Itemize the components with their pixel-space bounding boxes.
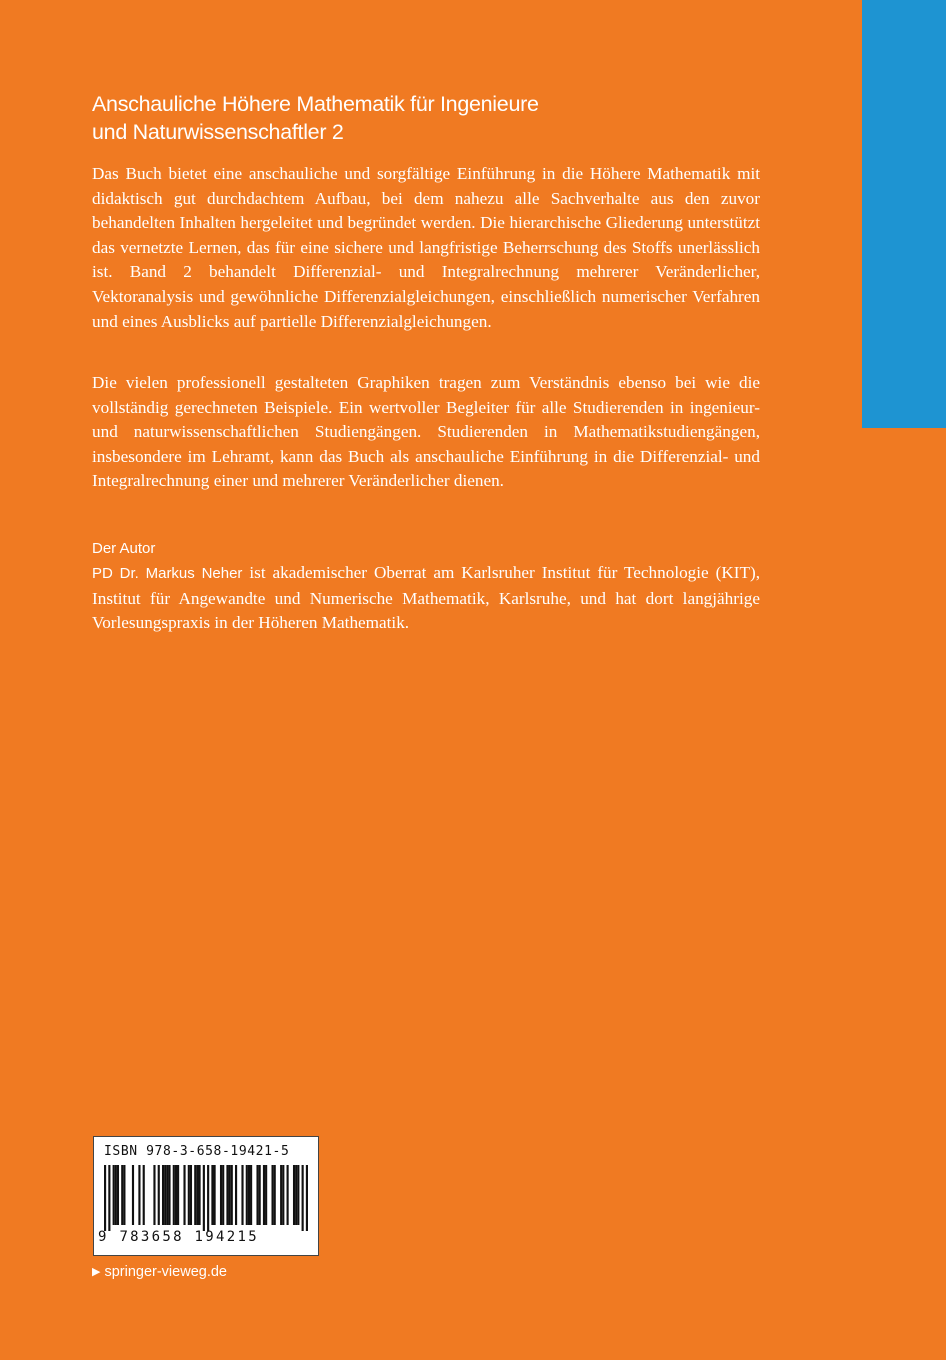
barcode-bar xyxy=(108,1165,110,1231)
barcode-bar xyxy=(177,1165,179,1225)
publisher-website[interactable] xyxy=(92,1264,227,1280)
barcode-bar xyxy=(293,1165,295,1225)
barcode-bar xyxy=(211,1165,213,1225)
title-line-2: und Naturwissenschaftler 2 xyxy=(92,120,344,145)
barcode-bar xyxy=(168,1165,170,1225)
author-heading: Der Autor xyxy=(92,540,156,557)
barcode-bar xyxy=(297,1165,299,1225)
barcode-bars xyxy=(104,1165,308,1231)
barcode-digits: 9 783658 194215 xyxy=(98,1229,259,1245)
barcode-bar xyxy=(248,1165,250,1225)
barcode-bar xyxy=(190,1165,192,1225)
barcode-bar xyxy=(302,1165,304,1231)
barcode-bar xyxy=(173,1165,175,1225)
barcode-bar xyxy=(196,1165,198,1225)
barcode-bar xyxy=(158,1165,160,1225)
barcode-bar xyxy=(282,1165,284,1225)
barcode-bar xyxy=(132,1165,134,1225)
barcode-bar xyxy=(153,1165,155,1225)
barcode-bar xyxy=(123,1165,125,1225)
barcode-bar xyxy=(115,1165,117,1225)
description-paragraph-2: Die vielen professionell gestalteten Graphiken tragen zum Verständnis ebenso bei wie die vollständig gerechneten Beispiele. Ein wertvoller Begleiter für alle Studierenden in ingenieur- und naturwissenschaftlichen Studiengängen. Studierenden in Mathematikstudiengängen, insbesondere im Lehramt, kann das Buch als anschauliche Einführung in die Differenzial- und Integralrechnung einer und mehrerer Veränderlicher dienen. xyxy=(92,373,760,491)
barcode-bar xyxy=(194,1165,196,1225)
barcode-bar xyxy=(295,1165,297,1225)
barcode-bar xyxy=(306,1165,308,1231)
barcode-bar xyxy=(162,1165,164,1225)
barcode-bar xyxy=(203,1165,205,1231)
description-paragraph-1: Das Buch bietet eine anschauliche und sorgfältige Einführung in die Höhere Mathematik mit didaktisch gut durchdachtem Aufbau, bei dem nahezu alle Sachverhalte aus den zuvor behandelten Inhalten hergeleitet und begründet werden. Die hierarchische Gliederung unterstützt das vernetzte Lernen, das für eine sichere und langfristige Beherrschung des Stoffs unerlässlich ist. Band 2 behandelt Differenzial- und Integralrechnung mehrerer Veränderlicher, Vektoranalysis und gewöhnliche Differenzialgleichungen, einschließlich numerischer Verfahren und eines Ausblicks auf partielle Differenzialgleichungen. xyxy=(92,164,760,331)
barcode-bar xyxy=(265,1165,267,1225)
barcode-bar xyxy=(117,1165,119,1225)
barcode-bar xyxy=(235,1165,237,1225)
barcode-bar xyxy=(143,1165,145,1225)
barcode-bar xyxy=(164,1165,166,1225)
book-title xyxy=(92,90,772,146)
barcode-bar xyxy=(183,1165,185,1225)
isbn-barcode xyxy=(93,1136,319,1256)
barcode-bar xyxy=(226,1165,228,1225)
barcode-bar xyxy=(138,1165,140,1225)
barcode-bar xyxy=(241,1165,243,1225)
barcode-bar xyxy=(256,1165,258,1225)
barcode-bar xyxy=(229,1165,231,1225)
barcode-bar xyxy=(198,1165,200,1225)
isbn-label: ISBN 978-3-658-19421-5 xyxy=(104,1144,290,1159)
barcode-bar xyxy=(188,1165,190,1225)
barcode-bar xyxy=(280,1165,282,1225)
barcode-bar xyxy=(263,1165,265,1225)
barcode-bar xyxy=(259,1165,261,1225)
barcode-bar xyxy=(113,1165,115,1225)
barcode-bar xyxy=(271,1165,273,1225)
barcode-bar xyxy=(121,1165,123,1225)
barcode-bar xyxy=(104,1165,106,1231)
author-name: PD Dr. Markus Neher xyxy=(92,565,243,582)
website-label: springer-vieweg.de xyxy=(104,1264,227,1280)
title-line-1: Anschauliche Höhere Mathematik für Ingenieure xyxy=(92,92,539,117)
barcode-bar xyxy=(207,1165,209,1231)
barcode-bar xyxy=(231,1165,233,1225)
barcode-bar xyxy=(175,1165,177,1225)
barcode-bar xyxy=(246,1165,248,1225)
barcode-bar xyxy=(214,1165,216,1225)
author-bio: ist akademischer Oberrat am Karlsruher Institut für Technologie (KIT), Institut für Angewandte und Numerische Mathematik, Karlsruhe, und hat dort langjährige Vorlesungspraxis in der Höheren Mathematik. xyxy=(92,563,760,633)
barcode-bar xyxy=(166,1165,168,1225)
author-section xyxy=(92,537,760,636)
barcode-bar xyxy=(287,1165,289,1225)
barcode-bar xyxy=(250,1165,252,1225)
barcode-bar xyxy=(222,1165,224,1225)
barcode-bar xyxy=(274,1165,276,1225)
blue-accent-tab xyxy=(862,0,946,428)
triangle-right-icon: ▶ xyxy=(92,1266,101,1278)
barcode-bar xyxy=(220,1165,222,1225)
